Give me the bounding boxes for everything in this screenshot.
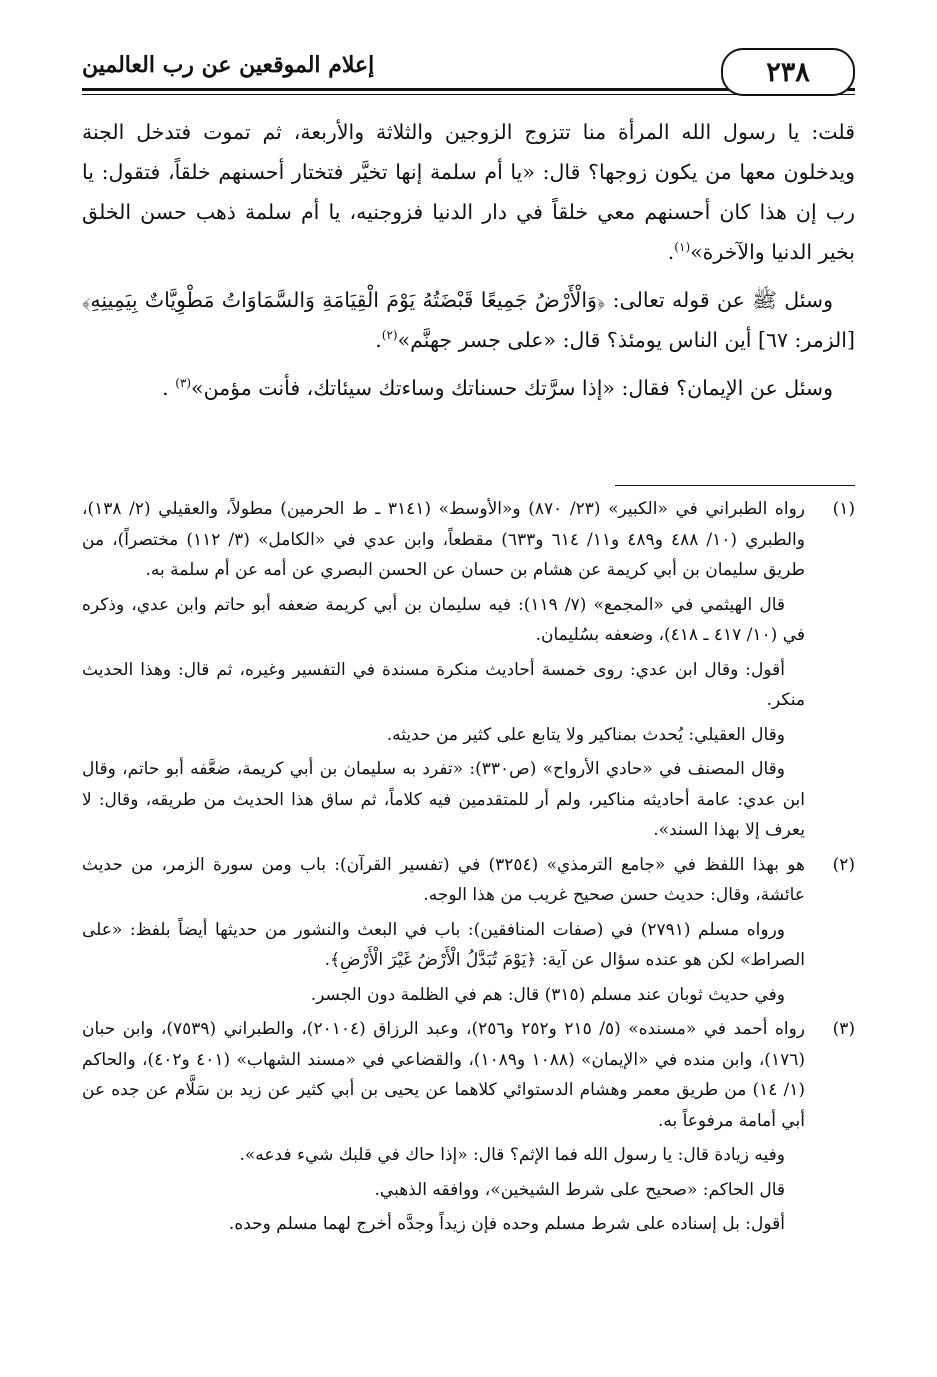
footnote-paragraph: أقول: وقال ابن عدي: روى خمسة أحاديث منكرة مسندة في التفسير وغيره، ثم قال: وهذا الحديث منكر. <box>82 659 805 710</box>
footnote <box>82 1014 855 1240</box>
main-paragraph: قلت: يا رسول الله المرأة منا تتزوج الزوجين والثلاثة والأربعة، ثم تموت فتدخل الجنة ويدخلون معها من يكون زوجها؟ قال: «يا أم سلمة إنها تخيَّر فتختار أحسنهم خلقاً، فتقول: يا رب إن هذا كان أحسنهم معي خلقاً في دار الدنيا فزوجنيه، يا أم سلمة ذهب حسن الخلق بخير الدنيا والآخرة»$^{(١)}$. <box>82 120 855 264</box>
footnote-divider <box>615 485 855 486</box>
footnote-paragraph: وفي حديث ثوبان عند مسلم (٣١٥) قال: هم في الظلمة دون الجسر. <box>310 984 785 1005</box>
footnote-number: (٣) <box>832 1019 855 1039</box>
footnote-paragraph: أقول: بل إسناده على شرط مسلم وحده فإن زيداً وجدَّه أخرج لهما مسلم وحده. <box>228 1214 785 1234</box>
footnote-paragraph: ورواه مسلم (٢٧٩١) في (صفات المنافقين): باب في البعث والنشور من حديثها أيضاً بلفظ: «على الصراط» لكن هو عنده سؤال عن آية: ﴿يَوْمَ تُبَدَّلُ الْأَرْضُ غَيْرَ الْأَرْضِ﴾. <box>82 919 805 970</box>
page-number: ٢٣٨ <box>721 48 855 96</box>
footnote-paragraph: هو بهذا اللفظ في «جامع الترمذي» (٣٢٥٤) في (تفسير القرآن): باب ومن سورة الزمر، من حديث عائشة، وقال: حديث حسن صحيح غريب من هذا الوجه. <box>82 854 805 905</box>
footnote-paragraph: قال الحاكم: «صحيح على شرط الشيخين»، ووافقه الذهبي. <box>374 1179 785 1200</box>
book-title: إعلام الموقعين عن رب العالمين <box>82 52 375 78</box>
footnote-paragraph: وقال العقيلي: يُحدث بمناكير ولا يتابع على كثير من حديثه. <box>386 724 785 745</box>
footnotes <box>82 494 855 1244</box>
footnote-paragraph: رواه الطبراني في «الكبير» (٢٣/ ٨٧٠) و«الأوسط» (٣١٤١ ـ ط الحرمين) مطولاً، والعقيلي (٢/ ١٣٨)، والطبري (١٠/ ٤٨٨ و٤٨٩ و١١/ ٦١٤ و٦٣٣) مقطعاً، وابن عدي في «الكامل» (٣/ ١١٢) مختصراً)، من طريق سليمان بن أبي كريمة عن هشام بن حسان عن الحسن البصري عن أمه عن أم سلمة به. <box>82 499 805 580</box>
footnote-number: (٢) <box>832 854 855 875</box>
main-text <box>82 112 855 416</box>
footnote-paragraph: قال الهيثمي في «المجمع» (٧/ ١١٩): فيه سليمان بن أبي كريمة ضعفه أبو حاتم وابن عدي، وذكره في (١٠/ ٤١٧ ـ ٤١٨)، وضعفه بسُليمان. <box>82 594 805 645</box>
footnote-number: (١) <box>832 499 855 519</box>
footnote-marker: (٣) <box>175 376 192 391</box>
footnote-paragraph: وفيه زيادة قال: يا رسول الله فما الإثم؟ قال: «إذا حاك في قلبك شيء فدعه». <box>239 1145 785 1165</box>
footnote-marker: (١) <box>674 240 691 255</box>
footnote <box>82 850 855 1011</box>
main-paragraph: وسئل عن الإيمان؟ فقال: «إذا سرَّتك حسناتك وساءتك سيئاتك، فأنت مؤمن»$^{(٣)}$ . <box>162 376 833 400</box>
page-header <box>82 48 855 98</box>
footnote-paragraph: وقال المصنف في «حادي الأرواح» (ص٣٣٠): «تفرد به سليمان بن أبي كريمة، ضعَّفه أبو حاتم، وقال ابن عدي: عامة أحاديثه مناكير، ولم أر للمتقدمين فيه كلاماً، ثم ساق هذا الحديث من طريقه، وقال: لا يعرف إلا بهذا السند». <box>82 759 805 840</box>
footnote <box>82 494 855 846</box>
main-paragraph: وسئل ﷺ عن قوله تعالى: ﴿وَالْأَرْضُ جَمِيعًا قَبْضَتُهُ يَوْمَ الْقِيَامَةِ وَالسَّمَاوَاتُ مَطْوِيَّاتٌ بِيَمِينِهِ﴾ [الزمر: ٦٧] أين الناس يومئذ؟ قال: «على جسر جهنَّم»$^{(٢)}$. <box>82 288 855 352</box>
footnote-paragraph: رواه أحمد في «مسنده» (٥/ ٢١٥ و٢٥٢ و٢٥٦)، وعبد الرزاق (٢٠١٠٤)، والطبراني (٧٥٣٩)، وابن حبان (١٧٦)، وابن منده في «الإيمان» (١٠٨٨ و١٠٨٩)، والقضاعي في «مسند الشهاب» (٤٠١ و٤٠٢)، والحاكم (١/ ١٤) من طريق معمر وهشام الدستوائي كلاهما عن يحيى بن أبي كثير عن زيد بن سَلَّام عن جده عن أبي أمامة مرفوعاً به. <box>82 1019 806 1131</box>
footnote-marker: (٢) <box>381 328 398 343</box>
